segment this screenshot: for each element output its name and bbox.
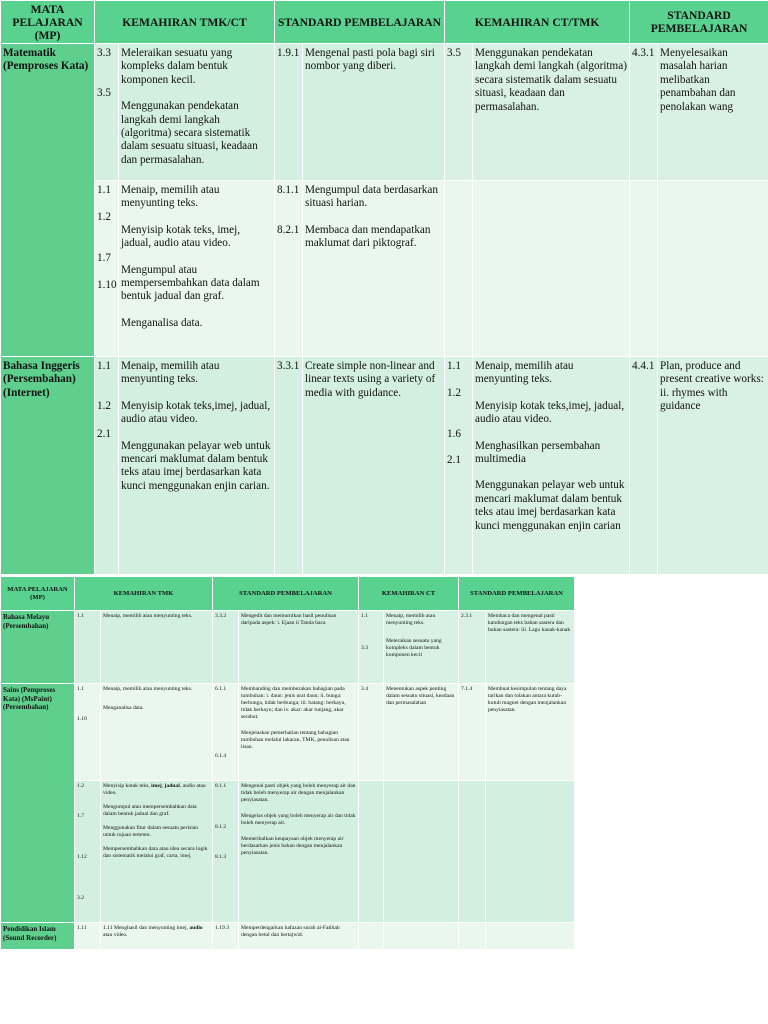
standard-cell — [486, 781, 575, 923]
code-cell — [75, 923, 101, 950]
code-cell — [75, 684, 101, 781]
standard-text: Plan, produce and present creative works: ii. rhymes with guidance — [660, 360, 764, 413]
header-mata-pelajaran: MATA PELAJARAN (MP) — [1, 1, 95, 44]
skill-text: Menggunakan fitur dalam sesuatu perisian untuk tujuan tertentu. — [103, 825, 199, 838]
skill-cell — [473, 181, 630, 357]
skill-text: Mengumpul atau mempersembahkan data dalam bentuk jadual dan graf. — [103, 804, 197, 817]
code-cell — [459, 781, 486, 923]
header-standard-pembelajaran-2: STANDARD PEMBELAJARAN — [459, 577, 575, 611]
skill-text: Menaip, memilih atau menyunting teks. — [103, 686, 193, 692]
skill-code: 1.1 — [97, 184, 111, 196]
code-cell — [275, 357, 303, 575]
skill-text: 1.11 Menghasil dan menyunting imej, audio atau video. — [103, 925, 203, 938]
code-cell — [459, 684, 486, 781]
standard-code: 8.1.1 — [277, 184, 300, 196]
skill-text: Menentukan aspek penting dalam sesuatu situasi, keadaan dan permasalahan — [386, 686, 455, 706]
standard-cell — [658, 357, 768, 575]
code-cell — [359, 781, 384, 923]
skill-text: Menghasilkan persembahan multimedia — [475, 439, 601, 466]
skill-cell — [101, 923, 213, 950]
table-row — [1, 181, 768, 357]
standard-text: Membaca dan mendapatkan maklumat dari piktograf. — [305, 223, 431, 250]
subject-cell: Bahasa Inggeris (Persembahan) (Internet) — [1, 357, 95, 575]
standard-cell — [239, 923, 359, 950]
standard-code: 4.4.1 — [632, 360, 655, 372]
standard-code: 7.1.4 — [461, 686, 473, 692]
skill-code: 1.1 — [97, 360, 111, 372]
skill-code: 1.6 — [447, 427, 461, 440]
header-kemahiran-tmk: KEMAHIRAN TMK — [75, 577, 213, 611]
skill-text: Menaip, memilih atau menyunting teks. — [121, 184, 220, 210]
skill-cell — [119, 357, 275, 575]
code-cell — [359, 923, 384, 950]
skill-text: Menaip, memilih atau menyunting teks. — [475, 360, 574, 386]
skill-text: Menyisip kotak teks, imej, jadual, audio atau video. — [103, 783, 206, 796]
skill-text: Menaip, memilih atau menyunting teks. — [103, 613, 193, 619]
table-row — [1, 781, 575, 923]
skill-text: Mengumpul atau mempersembahkan data dalam bentuk jadual dan graf. — [121, 263, 260, 303]
standard-code: 4.3.1 — [632, 47, 655, 59]
skill-code: 1.2 — [97, 211, 111, 224]
standard-cell — [303, 181, 445, 357]
skill-code: 3.3 — [361, 645, 368, 651]
code-cell — [630, 357, 658, 575]
subject-cell: Bahasa Melayu (Persembahan) — [1, 611, 75, 684]
skill-code: 1.1 — [447, 360, 461, 372]
code-cell — [95, 44, 119, 181]
table-row — [1, 44, 768, 181]
standard-code: 6.1.4 — [215, 753, 227, 759]
code-cell — [95, 181, 119, 357]
skill-cell — [119, 44, 275, 181]
standard-code: 1.9.1 — [277, 47, 300, 59]
skill-cell — [101, 611, 213, 684]
subject-cell: Matematik (Pemproses Kata) — [1, 44, 95, 357]
skill-code: 1.1 — [77, 613, 84, 619]
skill-cell — [473, 357, 630, 575]
skill-code: 1.1 — [361, 613, 368, 619]
standard-text: Memerihalkan keupayaan objek menyerap air berdasarkan jenis bahan dengan menjalankan penyiasatan. — [241, 836, 344, 856]
standard-cell — [303, 44, 445, 181]
skill-code: 1.2 — [447, 387, 461, 400]
code-cell — [445, 181, 473, 357]
skill-text: Menggunakan pendekatan langkah demi langkah (algoritma) secara sistematik dalam sesuatu situasi, keadaan dan permasalahan. — [121, 100, 258, 166]
standard-cell — [658, 181, 768, 357]
code-cell — [459, 923, 486, 950]
skill-code: 3.3 — [97, 47, 111, 59]
standard-cell — [486, 923, 575, 950]
code-cell — [630, 181, 658, 357]
skill-code: 1.10 — [77, 716, 87, 722]
skill-text: Meleraikan sesuatu yang kompleks dalam bentuk komponen kecil — [386, 638, 442, 658]
code-cell — [445, 357, 473, 575]
code-cell — [630, 44, 658, 181]
skill-text: Menggunakan pelayar web untuk mencari maklumat dalam bentuk teks atau imej berdasarkan kata kunci menggunakan enjin carian — [475, 479, 625, 532]
header-standard-pembelajaran-2: STANDARD PEMBELAJARAN — [630, 1, 768, 44]
standard-text: Memperdengarkan hafazan surah al-Fatihah dengan betul dan bertajwid. — [241, 925, 340, 938]
code-cell — [213, 781, 239, 923]
standard-code: 8.2.1 — [277, 224, 300, 237]
standard-cell — [486, 684, 575, 781]
skill-code: 1.7 — [77, 813, 84, 819]
standard-code: 3.3.1 — [277, 360, 300, 372]
table-row — [1, 923, 575, 950]
code-cell — [213, 611, 239, 684]
code-cell — [75, 781, 101, 923]
standard-text: Menjelaskan pemerhatian tentang bahagian tumbuhan melalui lakaran, TMK, penulisan atau lisan. — [241, 730, 350, 750]
skill-code: 1.2 — [97, 400, 111, 413]
code-cell — [459, 611, 486, 684]
skill-code: 1.11 — [77, 925, 87, 931]
standard-code: 1.19.3 — [215, 925, 229, 931]
skill-cell — [384, 611, 459, 684]
skill-text: Menganalisa data. — [103, 705, 144, 711]
standard-code: 3.3.2 — [215, 613, 227, 619]
skill-text: Menaip, memilih atau menyunting teks. — [386, 613, 436, 626]
skill-code: 3.5 — [97, 87, 111, 100]
header-kemahiran-ct-tmk: KEMAHIRAN CT/TMK — [445, 1, 630, 44]
header-mata-pelajaran: MATA PELAJARAN (MP) — [1, 577, 75, 611]
standard-cell — [658, 44, 768, 181]
skill-code: 1.2 — [77, 783, 84, 789]
header-kemahiran-ct: KEMAHIRAN CT — [359, 577, 459, 611]
code-cell — [359, 611, 384, 684]
standard-text: Membuat kesimpulan tentang daya tarikan dan tolakan antara kutub-kutub magnet dengan menjalankan penyiasatan. — [488, 686, 567, 713]
subject-cell: Sains (Pemproses Kata) (MsPaint) (Persembahan) — [1, 684, 75, 923]
skill-cell — [101, 781, 213, 923]
skill-cell — [384, 781, 459, 923]
standard-text: Mengenal pasti pola bagi siri nombor yang diberi. — [305, 47, 435, 73]
standard-text: Membaca dan mengenal pasti kandungan teks bahan sastera dan bukan sastera: iii. Lagu kanak-kanak — [488, 613, 571, 633]
code-cell — [359, 684, 384, 781]
skill-code: 3.2 — [77, 895, 84, 901]
code-cell — [213, 923, 239, 950]
table-row — [1, 357, 768, 575]
skill-code: 1.12 — [77, 854, 87, 860]
standard-cell — [239, 781, 359, 923]
standard-cell — [239, 611, 359, 684]
standard-code: 8.1.1 — [215, 783, 227, 789]
skill-text: Menyisip kotak teks,imej, jadual, audio atau video. — [121, 399, 271, 426]
standard-text: Mengelas objek yang boleh menyerap air dan tidak boleh menyerap air. — [241, 813, 356, 826]
header-kemahiran-tmk-ct: KEMAHIRAN TMK/CT — [95, 1, 275, 44]
standard-text: Membanding dan membezakan bahagian pada tumbuhan: i. daun: jenis urat daun; ii. bunga: berbunga, tidak berbunga; iii. batang: berkayu, tidak berkayu; dan iv. akar: akar tunjang, akar serabut. — [241, 686, 346, 720]
table-row — [1, 611, 575, 684]
skill-text: Meleraikan sesuatu yang kompleks dalam bentuk komponen kecil. — [121, 47, 233, 86]
standard-cell — [239, 684, 359, 781]
skill-text: Menggunakan pelayar web untuk mencari maklumat dalam bentuk teks atau imej berdasarkan kata kunci menggunakan enjin carian. — [121, 439, 271, 492]
skill-code: 3.4 — [361, 686, 368, 692]
skill-code: 3.5 — [447, 47, 461, 59]
standard-text: Create simple non-linear and linear texts using a variety of media with guidance. — [305, 360, 436, 399]
standard-code: 8.1.2 — [215, 824, 227, 830]
skill-cell — [384, 684, 459, 781]
standard-code: 2.3.1 — [461, 613, 473, 619]
code-cell — [213, 684, 239, 781]
skill-text: Menaip, memilih atau menyunting teks. — [121, 360, 220, 386]
skill-cell — [119, 181, 275, 357]
standard-text: Menyelesaikan masalah harian melibatkan penambahan dan penolakan wang — [660, 47, 736, 113]
skill-cell — [101, 684, 213, 781]
code-cell — [275, 181, 303, 357]
skill-cell — [473, 44, 630, 181]
skill-cell — [384, 923, 459, 950]
table-row — [1, 684, 575, 781]
skill-code: 2.1 — [447, 454, 461, 467]
skill-text: Menyisip kotak teks, imej, jadual, audio atau video. — [121, 223, 241, 250]
standard-code: 8.1.3 — [215, 854, 227, 860]
skill-text: Mempersembahkan data atau idea secara logik dan sistematik melalui graf, carta, imej. — [103, 846, 208, 859]
standard-cell — [303, 357, 445, 575]
header-row — [1, 577, 575, 611]
standard-cell — [486, 611, 575, 684]
standard-text: Mengumpul data berdasarkan situasi harian. — [305, 184, 438, 210]
standard-text: Mengedit dan memurnikan hasil penulisan daripada aspek: i. Ejaan ii Tanda baca — [241, 613, 337, 626]
code-cell — [95, 357, 119, 575]
skill-text: Menyisip kotak teks,imej, jadual, audio atau video. — [475, 399, 625, 426]
code-cell — [75, 611, 101, 684]
skill-code: 2.1 — [97, 427, 111, 440]
skill-text: Menganalisa data. — [121, 316, 203, 329]
code-cell — [275, 44, 303, 181]
skill-text: Menggunakan pendekatan langkah demi langkah (algoritma) secara sistematik dalam sesuatu situasi, keadaan dan permasalahan. — [475, 47, 627, 113]
header-row — [1, 1, 768, 44]
header-standard-pembelajaran: STANDARD PEMBELAJARAN — [213, 577, 359, 611]
skill-code: 1.10 — [97, 279, 117, 292]
skill-code: 1.1 — [77, 686, 84, 692]
standard-code: 6.1.1 — [215, 686, 227, 692]
skill-code: 1.7 — [97, 251, 111, 264]
subject-cell: Pendidikan Islam (Sound Recorder) — [1, 923, 75, 950]
curriculum-table-lower — [0, 576, 575, 950]
header-standard-pembelajaran: STANDARD PEMBELAJARAN — [275, 1, 445, 44]
code-cell — [445, 44, 473, 181]
standard-text: Mengenal pasti objek yang boleh menyerap air dan tidak boleh menyerap air dengan menjalankan penyiasatan. — [241, 783, 356, 803]
